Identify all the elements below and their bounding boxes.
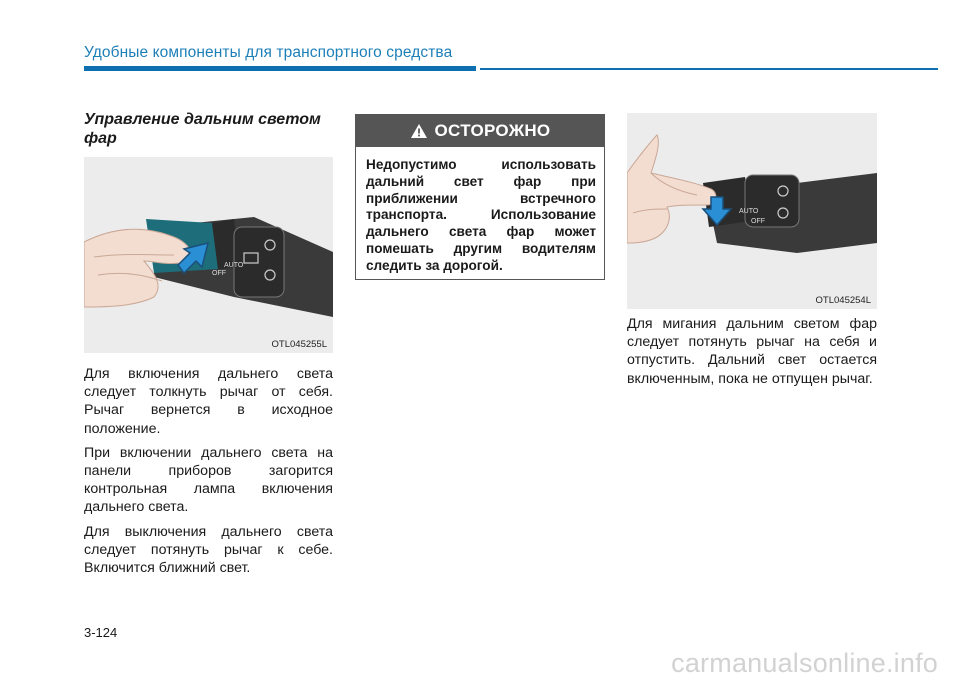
- lever-flash-illustration: [627, 113, 877, 309]
- paragraph: Для выключения дальнего света следует потянуть рычаг к себе. Включится ближний свет.: [84, 523, 333, 577]
- header-title: Удобные компоненты для транспортного средства: [84, 44, 453, 61]
- paragraph: Для мигания дальним светом фар следует потянуть рычаг на себя и отпустить. Дальний свет остается включенным, пока не отпущен рычаг.: [627, 316, 877, 387]
- lever-push-illustration: [84, 157, 333, 353]
- watermark: carmanualsonline.info: [671, 648, 938, 678]
- warning-triangle-icon: [410, 123, 428, 139]
- lever-label-off: OFF: [212, 270, 226, 277]
- lever-label-auto: AUTO: [739, 208, 759, 215]
- caution-title: ОСТОРОЖНО: [434, 121, 551, 140]
- figure-code-right: OTL045254L: [815, 295, 871, 306]
- figure-flash-lever: [627, 113, 877, 309]
- header-rule-thin: [480, 68, 938, 70]
- caution-text: Недопустимо использовать дальний свет фар при приближении встречного транспорта. Использование дальнего света фар может помешать другим водителям следить за дорогой.: [366, 157, 596, 273]
- section-heading: Управление дальним светом фар: [84, 111, 321, 147]
- lever-label-auto: AUTO: [224, 262, 244, 269]
- header-rule-thick: [84, 66, 476, 71]
- page-number: 3-124: [84, 625, 118, 640]
- lever-label-off: OFF: [751, 218, 765, 225]
- paragraph: Для включения дальнего света следует толкнуть рычаг от себя. Рычаг вернется в исходное положение.: [84, 366, 333, 437]
- caution-header: [356, 115, 604, 147]
- right-column-text: [627, 315, 877, 394]
- figure-push-lever: [84, 157, 333, 353]
- left-column-text: [84, 365, 333, 583]
- paragraph: При включении дальнего света на панели приборов загорится контрольная лампа включения дальнего света.: [84, 444, 333, 516]
- figure-code-left: OTL045255L: [271, 339, 327, 350]
- caution-box: [355, 114, 605, 280]
